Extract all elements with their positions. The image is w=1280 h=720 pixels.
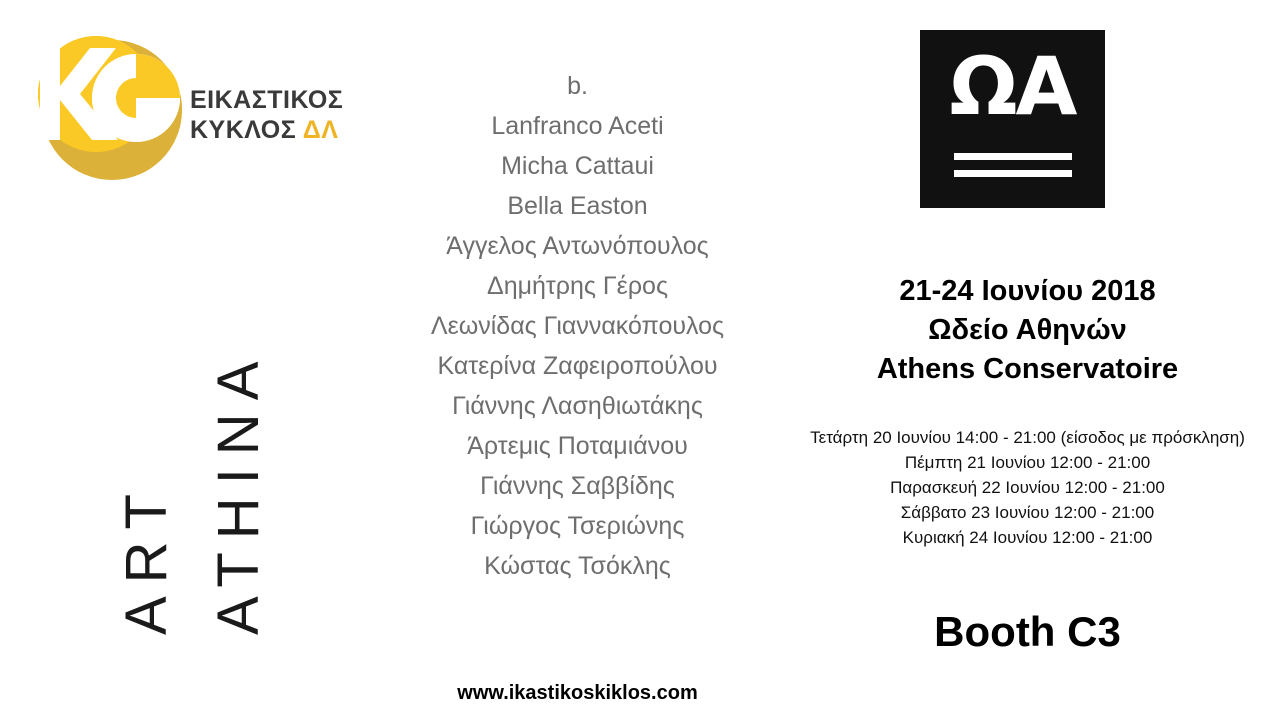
brand-logo-line-1: ΕΙΚΑΣΤΙΚΟΣ	[190, 86, 344, 114]
event-dates: 21-24 Ιουνίου 2018	[899, 275, 1156, 307]
artists-list	[380, 66, 775, 586]
brand-logo-line-2-main: ΚΥΚΛΟΣ	[190, 115, 297, 144]
list-item: Λεωνίδας Γιαννακόπουλος	[430, 312, 725, 340]
list-item: Άγγελος Αντωνόπουλος	[446, 232, 709, 260]
brand-logo	[30, 28, 360, 198]
list-item: Γιάννης Λασηθιωτάκης	[452, 392, 703, 420]
list-item: Micha Cattaui	[501, 152, 654, 180]
list-item: Κώστας Τσόκλης	[484, 552, 671, 580]
hours-line: Κυριακή 24 Ιουνίου 12:00 - 21:00	[902, 528, 1153, 547]
booth-number: Booth C3	[934, 608, 1121, 655]
athens-conservatoire-logo	[920, 30, 1105, 208]
right-column	[775, 0, 1280, 720]
hours-line: Σάββατο 23 Ιουνίου 12:00 - 21:00	[900, 503, 1155, 522]
logo-bar-upper	[954, 153, 1072, 160]
left-column	[0, 0, 380, 720]
ikastikos-kyklos-logo-mark	[30, 28, 190, 188]
list-item: Κατερίνα Ζαφειροπούλου	[437, 352, 718, 380]
website-url[interactable]: www.ikastikoskiklos.com	[457, 682, 698, 704]
artists-list-header: b.	[567, 72, 588, 100]
venue-name-en: Athens Conservatoire	[876, 353, 1179, 385]
brand-logo-line-2	[190, 116, 343, 146]
list-item: Άρτεμις Ποταμιάνου	[467, 432, 688, 460]
art-athina-word-art: ART	[114, 481, 179, 635]
list-item: Δημήτρης Γέρος	[487, 272, 668, 300]
venue-info	[775, 272, 1280, 389]
art-athina-wordmark	[95, 215, 285, 655]
venue-name-gr: Ωδείο Αθηνών	[928, 314, 1127, 346]
list-item: Γιάννης Σαββίδης	[480, 472, 675, 500]
hours-line: Παρασκευή 22 Ιουνίου 12:00 - 21:00	[890, 478, 1165, 497]
brand-logo-text	[190, 86, 343, 145]
logo-bar-lower	[954, 170, 1072, 177]
list-item: Bella Easton	[507, 192, 648, 220]
list-item: Lanfranco Aceti	[491, 112, 664, 140]
opening-hours	[775, 425, 1280, 550]
hours-line: Πέμπτη 21 Ιουνίου 12:00 - 21:00	[904, 453, 1151, 472]
list-item: Γιώργος Τσεριώνης	[470, 512, 685, 540]
brand-logo-line-2-accent: ΔΛ	[302, 115, 339, 144]
hours-line: Τετάρτη 20 Ιουνίου 14:00 - 21:00 (είσοδος με πρόσκληση)	[810, 428, 1245, 447]
omega-alpha-glyph: ΩΑ	[949, 40, 1076, 133]
art-athina-word-athina: ATHINA	[206, 348, 271, 635]
